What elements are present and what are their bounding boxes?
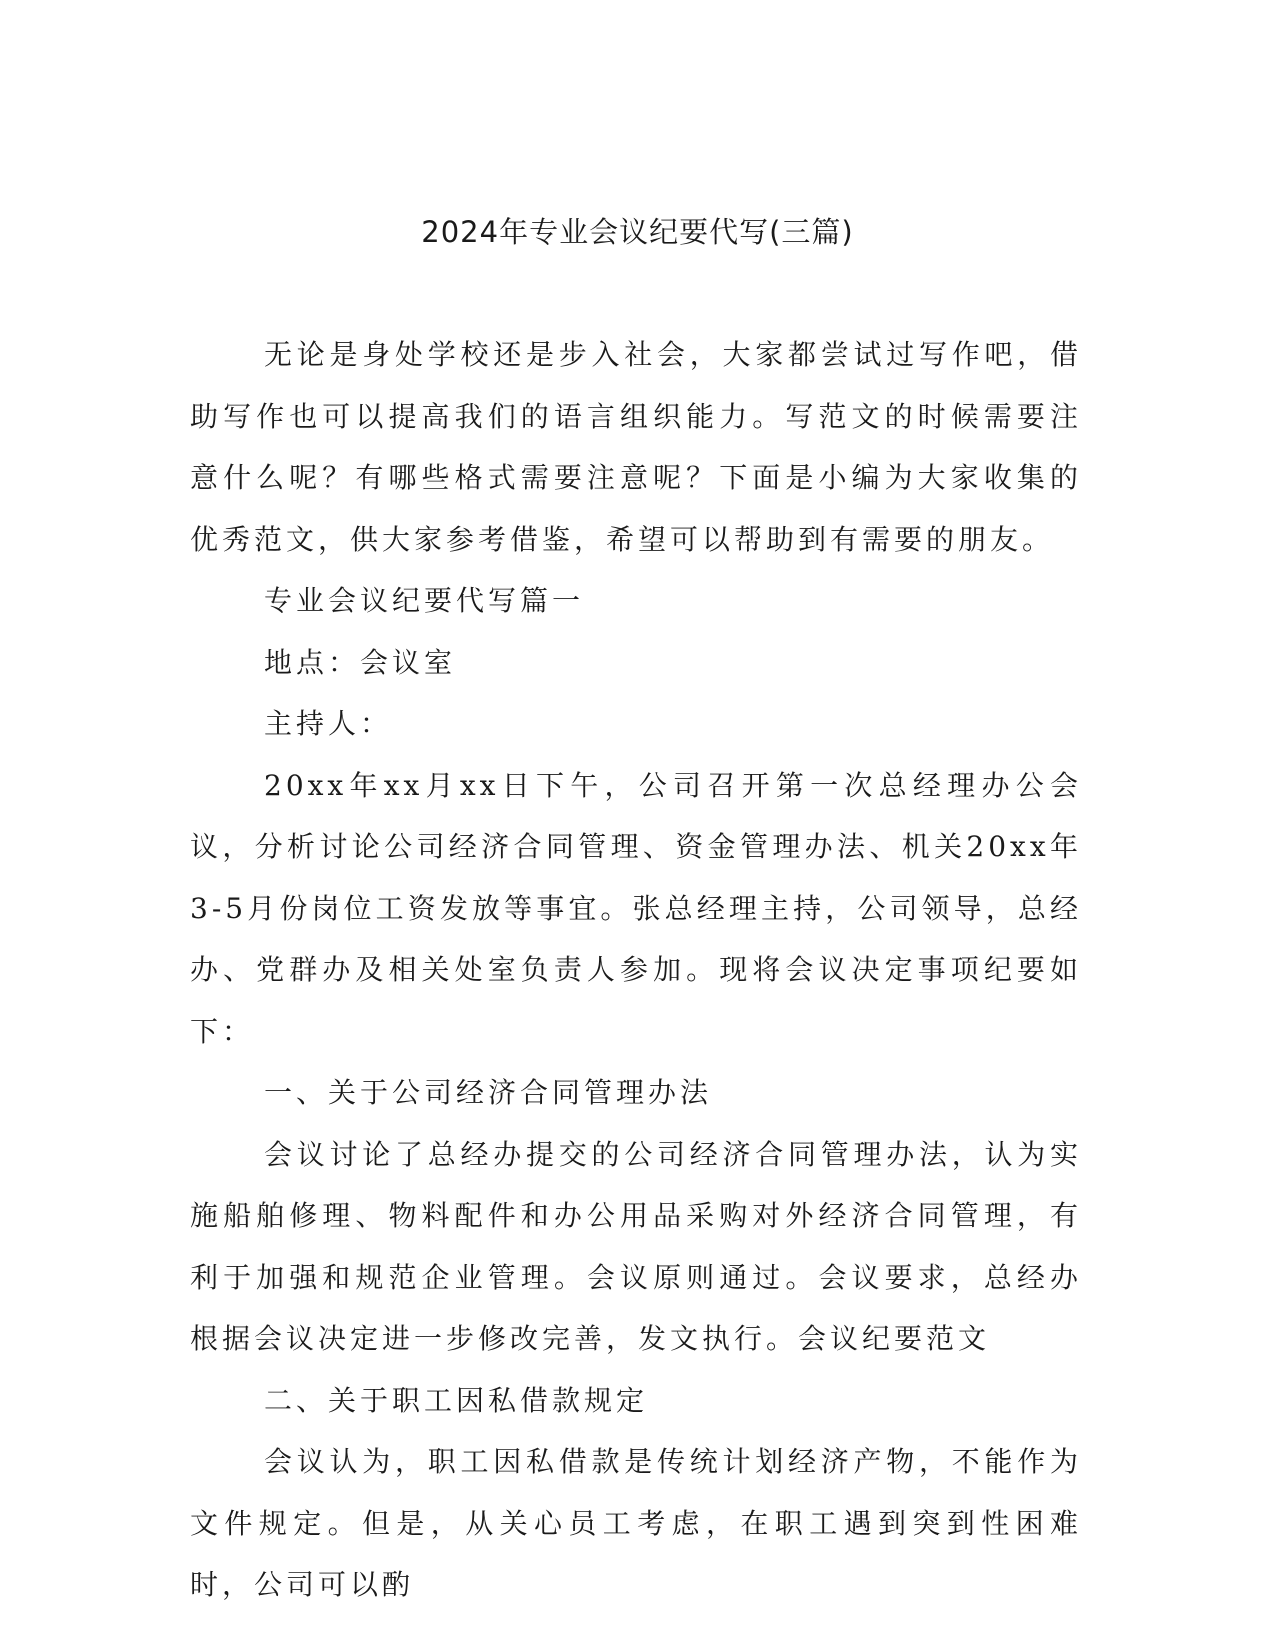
item-paragraph-loans: 会议认为，职工因私借款是传统计划经济产物，不能作为文件规定。但是，从关心员工考虑，在职工遇到突到性困难时，公司可以酌 [190, 1445, 1082, 1601]
intro-paragraph: 无论是身处学校还是步入社会，大家都尝试过写作吧，借助写作也可以提高我们的语言组织能力。写范文的时候需要注意什么呢？有哪些格式需要注意呢？下面是小编为大家收集的优秀范文，供大家参考借鉴，希望可以帮助到有需要的朋友。 [190, 338, 1082, 556]
item-heading-loans: 二、关于职工因私借款规定 [264, 1383, 649, 1417]
meeting-location: 地点：会议室 [264, 645, 457, 679]
document-body [190, 324, 1082, 1616]
item-heading-contract: 一、关于公司经济合同管理办法 [264, 1076, 713, 1109]
section-heading: 专业会议纪要代写篇一 [264, 584, 585, 617]
item-paragraph-contract: 会议讨论了总经办提交的公司经济合同管理办法，认为实施船舶修理、物料配件和办公用品采购对外经济合同管理，有利于加强和规范企业管理。会议原则通过。会议要求，总经办根据会议决定进一步修改完善，发文执行。会议纪要范文 [190, 1137, 1082, 1355]
meeting-host: 主持人： [264, 707, 393, 740]
meeting-summary-paragraph: 20xx年xx月xx日下午，公司召开第一次总经理办公会议，分析讨论公司经济合同管理、资金管理办法、机关20xx年3-5月份岗位工资发放等事宜。张总经理主持，公司领导，总经办、党群办及相关处室负责人参加。现将会议决定事项纪要如下： [190, 768, 1082, 1048]
document-title: 2024年专业会议纪要代写(三篇) [421, 215, 854, 249]
